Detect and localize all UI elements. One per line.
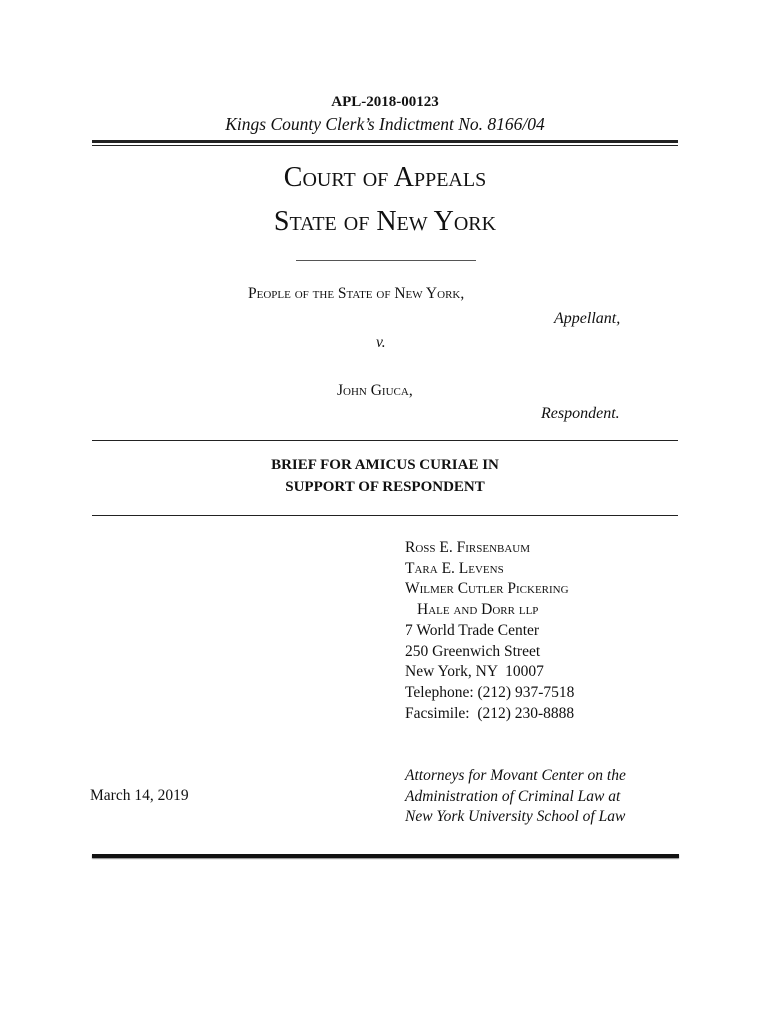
docket-number: APL-2018-00123 bbox=[331, 94, 439, 110]
attorneys-for bbox=[405, 766, 626, 828]
brief-title-line1: BRIEF FOR AMICUS CURIAE IN bbox=[271, 457, 499, 473]
counsel-name: Ross E. Firsenbaum bbox=[405, 539, 531, 556]
brief-title-line2: SUPPORT OF RESPONDENT bbox=[285, 479, 485, 495]
rule-above-title bbox=[92, 440, 678, 441]
address-city: New York, NY 10007 bbox=[405, 663, 544, 681]
telephone: Telephone: (212) 937-7518 bbox=[405, 683, 575, 701]
firm-name-cont: Hale and Dorr llp bbox=[417, 601, 539, 619]
appellant-name: People of the State of New York, bbox=[248, 285, 465, 302]
appellant-role: Appellant, bbox=[554, 310, 621, 327]
address-line: 250 Greenwich Street bbox=[405, 642, 541, 660]
versus: v. bbox=[376, 334, 386, 351]
counsel-block bbox=[405, 538, 574, 724]
facsimile: Facsimile: (212) 230-8888 bbox=[405, 704, 575, 722]
court-state: State of New York bbox=[273, 206, 497, 237]
respondent-name: John Giuca, bbox=[337, 382, 413, 399]
attorneys-for-line: Attorneys for Movant Center on the bbox=[405, 767, 626, 784]
bottom-rule bbox=[92, 854, 679, 858]
filing-date: March 14, 2019 bbox=[90, 787, 189, 804]
respondent-role: Respondent. bbox=[541, 405, 620, 422]
rule-below-title bbox=[92, 515, 678, 516]
double-rule-top bbox=[92, 140, 678, 143]
address-line: 7 World Trade Center bbox=[405, 621, 540, 639]
firm-name: Wilmer Cutler Pickering bbox=[405, 580, 569, 598]
counsel-name: Tara E. Levens bbox=[405, 559, 504, 577]
attorneys-for-line: New York University School of Law bbox=[405, 808, 626, 826]
short-divider bbox=[296, 260, 476, 261]
indictment-number: Kings County Clerk’s Indictment No. 8166/04 bbox=[225, 114, 545, 134]
double-rule-bottom bbox=[92, 145, 678, 146]
attorneys-for-line: Administration of Criminal Law at bbox=[405, 787, 621, 805]
court-name: Court of Appeals bbox=[283, 162, 487, 193]
